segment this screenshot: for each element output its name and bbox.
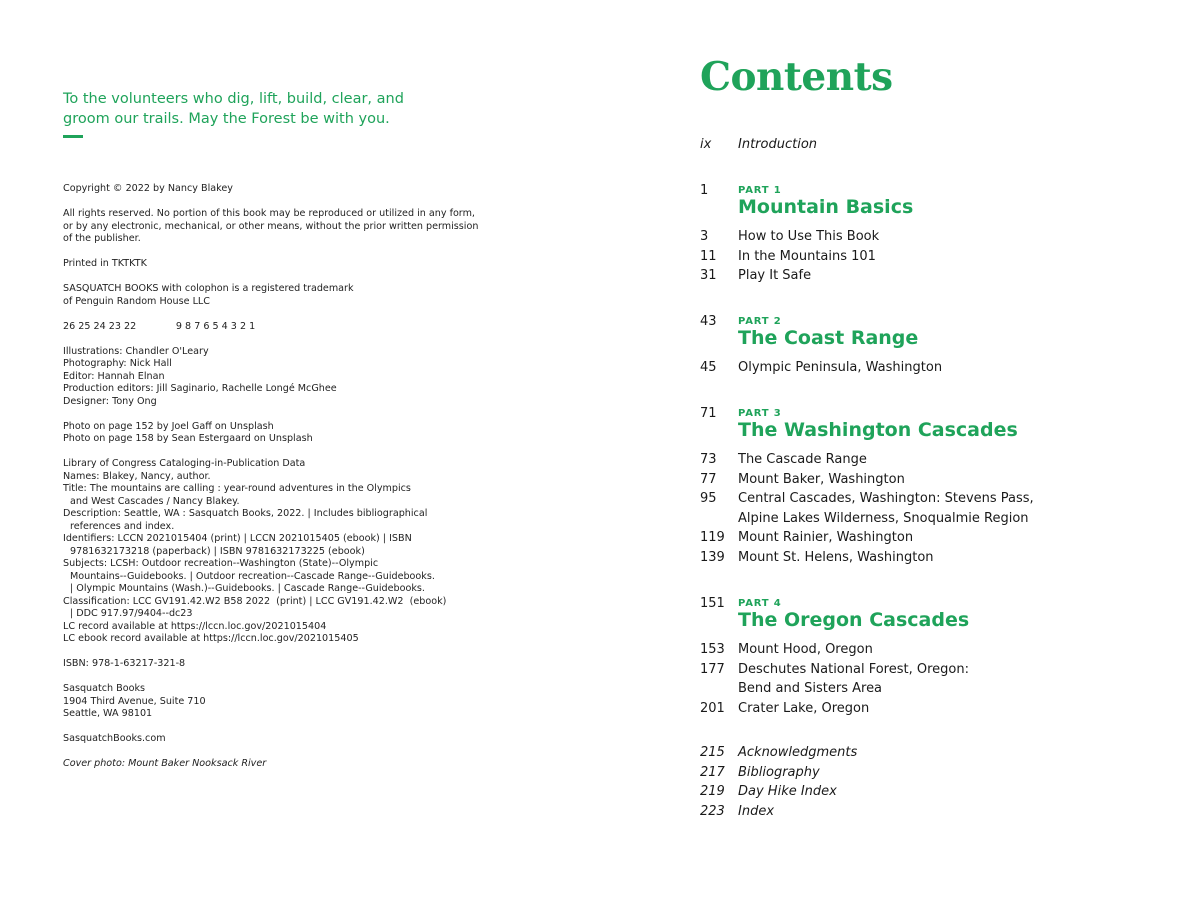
toc-entry-title: Acknowledgments <box>738 745 858 760</box>
part-page-number: 151 <box>700 596 725 611</box>
toc-entry-title: Introduction <box>738 137 818 152</box>
copyright-block <box>63 346 483 409</box>
part-title[interactable]: The Washington Cascades <box>738 419 1018 441</box>
copyright-line: Illustrations: Chandler O'Leary <box>63 345 209 357</box>
copyright-page-text <box>63 183 483 771</box>
copyright-line: Library of Congress Cataloging-in-Publication Data <box>63 458 306 469</box>
copyright-line: references and index. <box>70 520 175 532</box>
toc-entry-title: The Cascade Range <box>738 452 867 467</box>
toc-entry-title: How to Use This Book <box>738 229 880 244</box>
copyright-line: and West Cascades / Nancy Blakey. <box>70 495 240 507</box>
dedication-divider <box>63 135 83 138</box>
copyright-line: Mountains--Guidebooks. | Outdoor recreation--Cascade Range--Guidebooks. <box>70 570 435 582</box>
toc-entry-title: Central Cascades, Washington: Stevens Pass, <box>738 491 1034 506</box>
copyright-block <box>63 658 483 671</box>
copyright-line: Photo on page 158 by Sean Estergaard on Unsplash <box>63 433 313 444</box>
copyright-block <box>63 283 483 308</box>
toc-page-number: 119 <box>700 530 725 545</box>
copyright-line: Copyright © 2022 by Nancy Blakey <box>63 183 233 194</box>
toc-entry-title: Mount St. Helens, Washington <box>738 549 934 565</box>
part-title[interactable]: The Oregon Cascades <box>738 609 970 631</box>
copyright-line: Printed in TKTKTK <box>63 258 147 269</box>
toc-page-number: 215 <box>700 745 725 760</box>
copyright-line: 1904 Third Avenue, Suite 710 <box>63 695 206 707</box>
toc-page-number: 153 <box>700 642 725 657</box>
copyright-block <box>63 208 483 246</box>
toc-entry-title: Mount Hood, Oregon <box>738 642 873 657</box>
toc-page-number: 201 <box>700 700 725 716</box>
copyright-line: Title: The mountains are calling : year-round adventures in the Olympics <box>63 483 411 494</box>
toc-entry-title: Play It Safe <box>738 268 812 283</box>
toc-entry-title: In the Mountains 101 <box>738 248 876 264</box>
toc-page-number: 217 <box>700 764 725 780</box>
toc-entry-title: Bibliography <box>738 764 820 780</box>
copyright-line: Classification: LCC GV191.42.W2 B58 2022 (print) | LCC GV191.42.W2 (ebook) <box>63 595 447 607</box>
toc-page-number: 45 <box>700 360 717 375</box>
part-page-number: 1 <box>700 183 709 198</box>
copyright-line: of the publisher. <box>63 233 141 244</box>
part-label: PART 1 <box>738 185 782 196</box>
toc-entry-title: Mount Baker, Washington <box>738 471 905 487</box>
toc-entry-title: Bend and Sisters Area <box>738 681 883 696</box>
dedication-line: groom our trails. May the Forest be with you. <box>63 111 390 127</box>
copyright-line: Seattle, WA 98101 <box>63 708 153 719</box>
copyright-line: Designer: Tony Ong <box>63 395 157 407</box>
copyright-line: SasquatchBooks.com <box>63 733 166 744</box>
toc-page-number: 3 <box>700 229 709 244</box>
copyright-line: SASQUATCH BOOKS with colophon is a registered trademark <box>63 283 354 294</box>
copyright-line: or by any electronic, mechanical, or other means, without the prior written permission <box>63 220 479 232</box>
part-title[interactable]: Mountain Basics <box>738 196 914 218</box>
copyright-line: Editor: Hannah Elnan <box>63 370 165 382</box>
toc-page-number: 31 <box>700 268 717 283</box>
copyright-line: | Olympic Mountains (Wash.)--Guidebooks. | Cascade Range--Guidebooks. <box>70 583 425 594</box>
toc-entry-title: Mount Rainier, Washington <box>738 530 914 545</box>
copyright-line: Names: Blakey, Nancy, author. <box>63 470 211 482</box>
toc-entry-title: Alpine Lakes Wilderness, Snoqualmie Region <box>738 510 1029 526</box>
copyright-line: | DDC 917.97/9404--dc23 <box>70 608 193 619</box>
toc-page-number: 219 <box>700 784 725 799</box>
copyright-block <box>63 458 483 646</box>
copyright-block <box>63 183 483 196</box>
toc-entry-title: Deschutes National Forest, Oregon: <box>738 661 969 677</box>
toc-page-number: 11 <box>700 248 717 264</box>
contents-title: Contents <box>700 54 893 100</box>
copyright-line: Identifiers: LCCN 2021015404 (print) | LCCN 2021015405 (ebook) | ISBN <box>63 533 412 544</box>
toc-page-number: 95 <box>700 491 717 506</box>
part-title[interactable]: The Coast Range <box>738 327 919 349</box>
copyright-line: All rights reserved. No portion of this book may be reproduced or utilized in any form, <box>63 208 475 219</box>
toc-page-number: 139 <box>700 549 725 565</box>
toc-page-number: 177 <box>700 661 725 677</box>
copyright-line: LC record available at https://lccn.loc.gov/2021015404 <box>63 620 327 632</box>
toc-entry-title: Olympic Peninsula, Washington <box>738 360 943 375</box>
part-page-number: 43 <box>700 314 717 329</box>
copyright-block <box>63 683 483 721</box>
copyright-block <box>63 421 483 446</box>
toc-entry-title: Index <box>738 803 775 819</box>
copyright-line: Subjects: LCSH: Outdoor recreation--Washington (State)--Olympic <box>63 558 379 569</box>
copyright-line: of Penguin Random House LLC <box>63 295 210 307</box>
toc-entry-title: Crater Lake, Oregon <box>738 700 870 716</box>
dedication-line: To the volunteers who dig, lift, build, clear, and <box>63 91 404 107</box>
toc-page-number: 73 <box>700 452 717 467</box>
dedication <box>63 89 423 129</box>
toc-page-number: 77 <box>700 471 717 487</box>
copyright-line: 9781632173218 (paperback) | ISBN 9781632173225 (ebook) <box>70 545 365 557</box>
part-label: PART 3 <box>738 408 782 419</box>
copyright-line: ISBN: 978-1-63217-321-8 <box>63 658 186 669</box>
table-of-contents <box>600 0 1200 900</box>
copyright-block <box>63 321 483 334</box>
copyright-line: Description: Seattle, WA : Sasquatch Books, 2022. | Includes bibliographical <box>63 508 428 519</box>
part-label: PART 2 <box>738 316 782 327</box>
copyright-line: Photography: Nick Hall <box>63 358 172 369</box>
toc-page-number: ix <box>700 137 712 152</box>
cover-photo-credit: Cover photo: Mount Baker Nooksack River <box>63 758 267 769</box>
copyright-line: LC ebook record available at https://lccn.loc.gov/2021015405 <box>63 633 359 644</box>
copyright-line: Sasquatch Books <box>63 683 146 694</box>
copyright-line: Production editors: Jill Saginario, Rachelle Longé McGhee <box>63 383 337 394</box>
copyright-line: Photo on page 152 by Joel Gaff on Unsplash <box>63 420 274 432</box>
part-page-number: 71 <box>700 406 717 421</box>
part-label: PART 4 <box>738 598 782 609</box>
toc-entry-title: Day Hike Index <box>738 784 837 799</box>
copyright-line: 26 25 24 23 22 9 8 7 6 5 4 3 2 1 <box>63 320 256 332</box>
copyright-block <box>63 258 483 271</box>
copyright-block <box>63 733 483 746</box>
toc-page-number: 223 <box>700 803 725 819</box>
